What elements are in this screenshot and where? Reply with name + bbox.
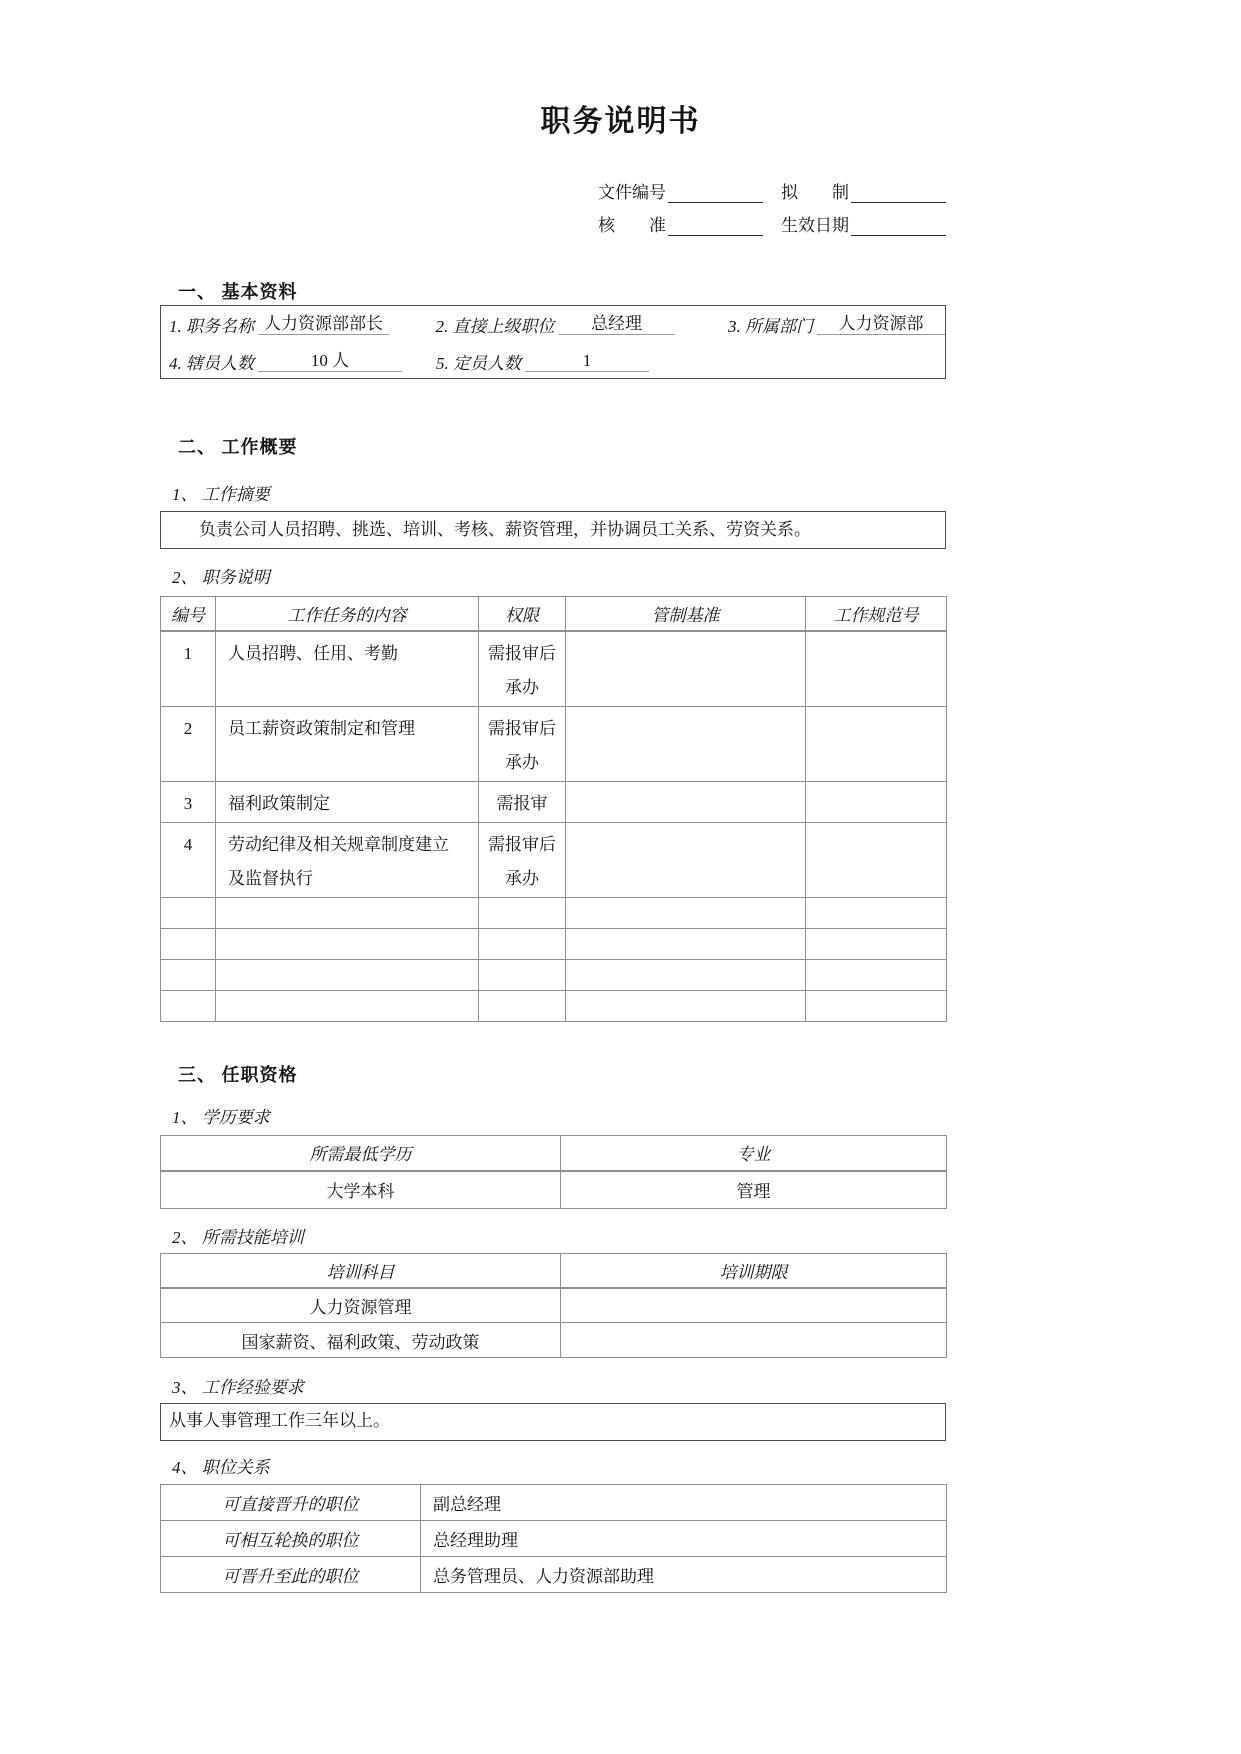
doc-number-label: 文件编号	[598, 183, 666, 202]
training-duration-value	[561, 1288, 947, 1323]
duties-header-no: 编号	[161, 597, 216, 631]
drafted-blank	[851, 182, 946, 203]
field-job-title-no: 1.	[169, 317, 182, 336]
duty-authority	[479, 897, 566, 928]
duty-spec	[806, 631, 947, 707]
duty-task	[216, 822, 479, 897]
training-subject-value: 国家薪资、福利政策、劳动政策	[161, 1323, 561, 1358]
duty-no: 2	[161, 706, 216, 781]
subheading-education: 1、 学历要求	[172, 1108, 270, 1127]
duty-no	[161, 928, 216, 959]
duty-no: 3	[161, 781, 216, 822]
doc-number-blank	[668, 182, 763, 203]
relations-label-promoted-from: 可晋升至此的职位	[161, 1557, 421, 1593]
training-table	[160, 1253, 947, 1358]
duty-spec	[806, 959, 947, 990]
page-title: 职务说明书	[540, 105, 701, 138]
duty-standard	[566, 897, 806, 928]
relations-value-promote-to: 副总经理	[421, 1485, 947, 1521]
duty-authority	[479, 631, 566, 707]
duty-standard	[566, 822, 806, 897]
duties-header-task: 工作任务的内容	[216, 597, 479, 631]
duty-task-line1: 劳动纪律及相关规章制度建立	[228, 834, 449, 854]
relations-row-promote-to	[161, 1485, 947, 1521]
training-duration-value	[561, 1323, 947, 1358]
field-direct-superior-label: 直接上级职位	[452, 317, 555, 336]
duty-spec	[806, 897, 947, 928]
duties-row-empty	[161, 959, 947, 990]
duty-authority	[479, 990, 566, 1021]
field-subordinates-no: 4.	[169, 354, 182, 373]
duty-authority	[479, 781, 566, 822]
education-degree-value: 大学本科	[161, 1171, 561, 1209]
duty-task	[216, 706, 479, 781]
field-headcount-no: 5.	[436, 354, 449, 373]
duty-authority-line2: 承办	[505, 868, 539, 888]
duty-task-line1: 员工薪资政策制定和管理	[228, 718, 415, 738]
relations-row-rotate-with	[161, 1521, 947, 1557]
duties-header-standard: 管制基准	[566, 597, 806, 631]
duties-header-row	[161, 597, 947, 631]
duty-task-line1: 人员招聘、任用、考勤	[228, 643, 398, 663]
duty-spec	[806, 822, 947, 897]
approved-label: 核 准	[598, 216, 666, 235]
basic-info-row-2	[161, 343, 945, 380]
relations-label-promote-to: 可直接晋升的职位	[161, 1485, 421, 1521]
duty-task	[216, 990, 479, 1021]
education-header-degree: 所需最低学历	[161, 1136, 561, 1171]
duty-standard	[566, 928, 806, 959]
relations-label-rotate-with: 可相互轮换的职位	[161, 1521, 421, 1557]
subheading-experience: 3、 工作经验要求	[172, 1378, 304, 1397]
education-header-major: 专业	[561, 1136, 947, 1171]
duty-task	[216, 959, 479, 990]
field-job-title	[161, 312, 428, 337]
duties-row-1	[161, 631, 947, 707]
field-department-label: 所属部门	[745, 317, 813, 336]
field-department	[720, 312, 945, 337]
duty-authority	[479, 822, 566, 897]
duty-authority-line1: 需报审后	[488, 718, 556, 738]
training-header-duration: 培训期限	[561, 1254, 947, 1288]
duty-authority-line1: 需报审后	[488, 643, 556, 663]
field-direct-superior-value: 总经理	[559, 314, 675, 335]
duty-authority-line1: 需报审	[496, 793, 548, 813]
education-table	[160, 1135, 947, 1209]
field-department-no: 3.	[728, 317, 741, 336]
basic-info-row-1	[161, 306, 945, 343]
relations-row-promoted-from	[161, 1557, 947, 1593]
relations-table	[160, 1484, 947, 1593]
document-meta	[598, 170, 946, 236]
subheading-training: 2、 所需技能培训	[172, 1228, 304, 1247]
duties-row-empty	[161, 897, 947, 928]
duty-task-line2: 及监督执行	[228, 868, 313, 888]
education-header-row	[161, 1136, 947, 1171]
duty-authority	[479, 706, 566, 781]
duties-table	[160, 596, 947, 1022]
field-headcount-value: 1	[525, 351, 649, 372]
meta-row-1	[598, 170, 946, 203]
duty-no	[161, 990, 216, 1021]
section-heading-work-overview: 二、 工作概要	[178, 437, 298, 457]
training-header-row	[161, 1254, 947, 1288]
duty-no: 4	[161, 822, 216, 897]
section-heading-qualifications: 三、 任职资格	[178, 1065, 298, 1085]
duties-row-empty	[161, 990, 947, 1021]
duty-task	[216, 631, 479, 707]
basic-info-table	[160, 305, 946, 379]
drafted-label: 拟 制	[781, 183, 849, 202]
duty-standard	[566, 959, 806, 990]
duties-row-3	[161, 781, 947, 822]
field-subordinates-value: 10 人	[258, 351, 402, 372]
duty-authority	[479, 959, 566, 990]
duty-spec	[806, 928, 947, 959]
work-summary-box: 负责公司人员招聘、挑选、培训、考核、薪资管理，并协调员工关系、劳资关系。	[160, 511, 946, 549]
duties-row-4	[161, 822, 947, 897]
duty-task-line1: 福利政策制定	[228, 793, 330, 813]
relations-value-rotate-with: 总经理助理	[421, 1521, 947, 1557]
experience-box: 从事人事管理工作三年以上。	[160, 1403, 946, 1441]
duty-authority	[479, 928, 566, 959]
education-major-value: 管理	[561, 1171, 947, 1209]
effective-date-label: 生效日期	[781, 216, 849, 235]
duty-standard	[566, 781, 806, 822]
duty-no	[161, 959, 216, 990]
field-job-title-value: 人力资源部部长	[258, 314, 389, 335]
field-subordinates	[161, 349, 428, 374]
duty-standard	[566, 706, 806, 781]
duty-authority-line1: 需报审后	[488, 834, 556, 854]
duty-task	[216, 897, 479, 928]
field-subordinates-label: 辖员人数	[186, 354, 254, 373]
duties-header-authority: 权限	[479, 597, 566, 631]
field-direct-superior-no: 2.	[435, 317, 449, 336]
relations-value-promoted-from: 总务管理员、人力资源部助理	[421, 1557, 947, 1593]
duty-spec	[806, 706, 947, 781]
duties-row-empty	[161, 928, 947, 959]
training-subject-value: 人力资源管理	[161, 1288, 561, 1323]
field-job-title-label: 职务名称	[186, 317, 254, 336]
subheading-relations: 4、 职位关系	[172, 1458, 270, 1477]
training-header-subject: 培训科目	[161, 1254, 561, 1288]
subheading-duties: 2、 职务说明	[172, 568, 270, 587]
duty-no	[161, 897, 216, 928]
field-headcount-label: 定员人数	[453, 354, 521, 373]
duty-task	[216, 928, 479, 959]
duty-standard	[566, 631, 806, 707]
education-data-row	[161, 1171, 947, 1209]
training-row-2	[161, 1323, 947, 1358]
approved-blank	[668, 215, 763, 236]
duty-standard	[566, 990, 806, 1021]
duty-authority-line2: 承办	[505, 677, 539, 697]
field-direct-superior	[428, 312, 720, 337]
duty-authority-line2: 承办	[505, 752, 539, 772]
duties-row-2	[161, 706, 947, 781]
field-department-value: 人力资源部	[817, 314, 945, 335]
duties-header-spec: 工作规范号	[806, 597, 947, 631]
training-row-1	[161, 1288, 947, 1323]
subheading-work-summary: 1、 工作摘要	[172, 485, 270, 504]
field-headcount	[428, 349, 721, 374]
effective-date-blank	[851, 215, 946, 236]
duty-spec	[806, 990, 947, 1021]
duty-spec	[806, 781, 947, 822]
section-heading-basic-info: 一、 基本资料	[178, 282, 298, 302]
duty-no: 1	[161, 631, 216, 707]
duty-task	[216, 781, 479, 822]
meta-row-2	[598, 203, 946, 236]
